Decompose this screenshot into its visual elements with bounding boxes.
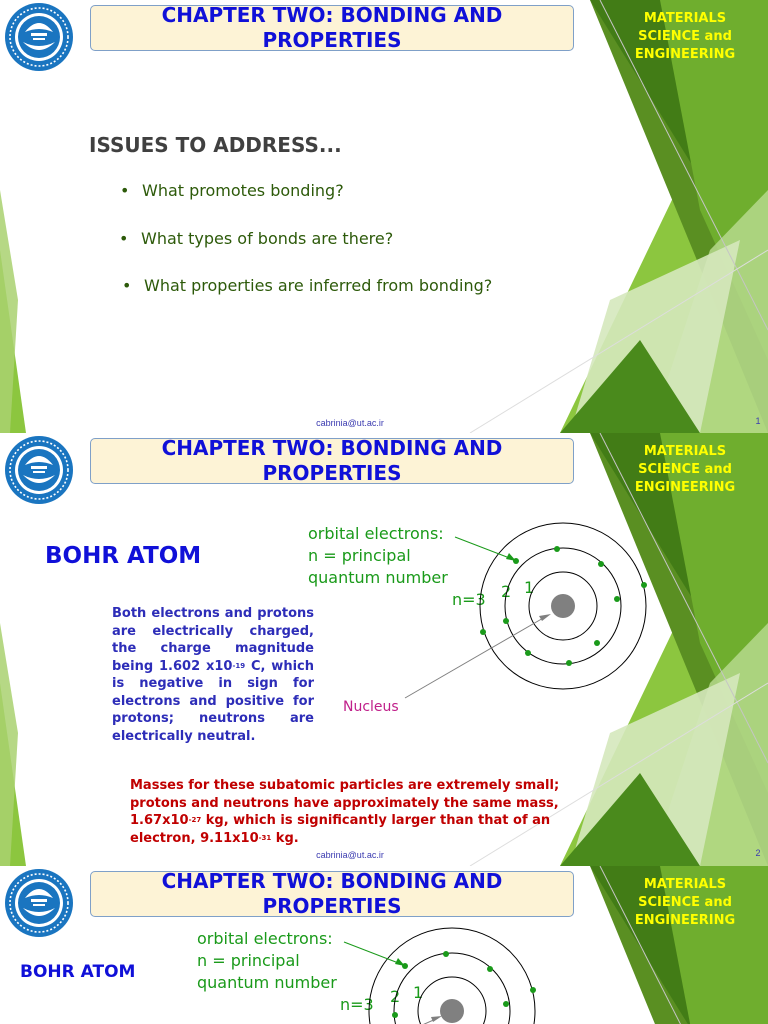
nucleus-icon <box>551 594 575 618</box>
slide-2 <box>0 433 768 866</box>
chapter-title-line-1: CHAPTER TWO: BONDING AND <box>161 869 503 893</box>
mass-exponent-2: -31 <box>258 833 272 842</box>
university-logo-icon <box>3 2 75 72</box>
brand-line-3: ENGINEERING <box>634 913 736 928</box>
electron-dot-icon <box>443 951 449 957</box>
brand-line-3: ENGINEERING <box>634 47 736 62</box>
bullet-item <box>119 229 393 248</box>
brand-line-2: SCIENCE and <box>638 895 732 910</box>
charge-text-a: Both electrons and protons are electrically charged, the charge magnitude being 1.602 x10 <box>112 606 314 674</box>
electron-dot-icon <box>554 546 560 552</box>
bullet-text: What promotes bonding? <box>142 181 344 200</box>
bullet-icon: • <box>120 181 130 200</box>
bullet-icon: • <box>122 276 132 295</box>
brand-label <box>618 10 752 64</box>
chapter-title-line-2: PROPERTIES <box>262 894 402 918</box>
bohr-atom-title: BOHR ATOM <box>20 962 136 982</box>
brand-line-1: MATERIALS <box>643 444 727 459</box>
electron-dot-icon <box>566 660 572 666</box>
electron-dot-icon <box>480 629 486 635</box>
electron-dot-icon <box>487 966 493 972</box>
chapter-title <box>162 3 503 53</box>
footer-email: cabrinia@ut.ac.ir <box>316 850 384 860</box>
chapter-title-line-2: PROPERTIES <box>262 28 402 52</box>
brand-line-1: MATERIALS <box>643 877 727 892</box>
orbital-pointer-arrowhead <box>395 958 405 966</box>
slide-3 <box>0 866 768 1024</box>
mass-text-b: kg, which is significantly larger than that of an electron, 9.11x10 <box>130 813 551 846</box>
shell-label-n3: n=3 <box>340 995 374 1014</box>
bullet-item <box>122 276 492 295</box>
nucleus-pointer-line <box>405 617 545 698</box>
nucleus-label: Nucleus <box>343 699 399 715</box>
bohr-atom-diagram <box>0 866 768 1024</box>
green-decoration <box>0 0 768 433</box>
electron-dot-icon <box>594 640 600 646</box>
electron-dot-icon <box>503 1001 509 1007</box>
mass-text-c: kg. <box>271 830 299 846</box>
orbital-line-2: n = principal <box>197 951 300 970</box>
chapter-title-line-1: CHAPTER TWO: BONDING AND <box>161 3 503 27</box>
shell-label-n3: n=3 <box>452 590 486 609</box>
page-number: 2 <box>755 848 761 858</box>
charge-text-b: C, which is negative in sign for electrons and positive for protons; neutrons are electrically neutral. <box>112 658 314 744</box>
mass-exponent-1: -27 <box>188 816 202 824</box>
chapter-title-box <box>90 5 574 51</box>
electron-dot-icon <box>392 1012 398 1018</box>
electron-dots <box>392 951 536 1018</box>
charge-paragraph <box>112 605 314 745</box>
nucleus-pointer-arrowhead <box>431 1016 442 1022</box>
brand-line-2: SCIENCE and <box>638 462 732 477</box>
shell-label-2: 2 <box>390 987 401 1006</box>
mass-text-a: Masses for these subatomic particles are extremely small; protons and neutrons have approximately the same mass, 1.67x10 <box>130 778 560 828</box>
orbital-pointer-arrowhead <box>506 553 516 561</box>
orbital-line-1: orbital electrons: <box>308 524 444 543</box>
footer-email: cabrinia@ut.ac.ir <box>316 418 384 428</box>
orbital-line-1: orbital electrons: <box>197 929 333 948</box>
charge-exponent: -19 <box>232 661 246 670</box>
issues-heading: ISSUES TO ADDRESS... <box>89 133 342 157</box>
brand-line-1: MATERIALS <box>643 11 727 26</box>
electron-dot-icon <box>503 618 509 624</box>
page-number: 1 <box>755 416 761 426</box>
brand-line-3: ENGINEERING <box>634 480 736 495</box>
bohr-atom-title: BOHR ATOM <box>45 543 202 569</box>
electron-dot-icon <box>530 987 536 993</box>
bullet-text: What properties are inferred from bonding? <box>144 276 493 295</box>
electron-dot-icon <box>614 596 620 602</box>
chapter-title-line-1: CHAPTER TWO: BONDING AND <box>161 436 503 460</box>
shell-label-1: 1 <box>524 578 535 597</box>
nucleus-icon <box>440 999 464 1023</box>
orbital-line-3: quantum number <box>197 973 337 992</box>
orbital-line-2: n = principal <box>308 546 411 565</box>
chapter-title-line-2: PROPERTIES <box>262 461 402 485</box>
bullet-text: What types of bonds are there? <box>141 229 394 248</box>
shell-label-1: 1 <box>413 983 424 1002</box>
bullet-item <box>120 181 344 200</box>
electron-dot-icon <box>525 650 531 656</box>
mass-paragraph <box>130 777 620 847</box>
bullet-icon: • <box>119 229 129 248</box>
electron-dot-icon <box>641 582 647 588</box>
brand-line-2: SCIENCE and <box>638 29 732 44</box>
orbital-line-3: quantum number <box>308 568 448 587</box>
shell-label-2: 2 <box>501 582 512 601</box>
electron-dot-icon <box>598 561 604 567</box>
slide-1 <box>0 0 768 433</box>
